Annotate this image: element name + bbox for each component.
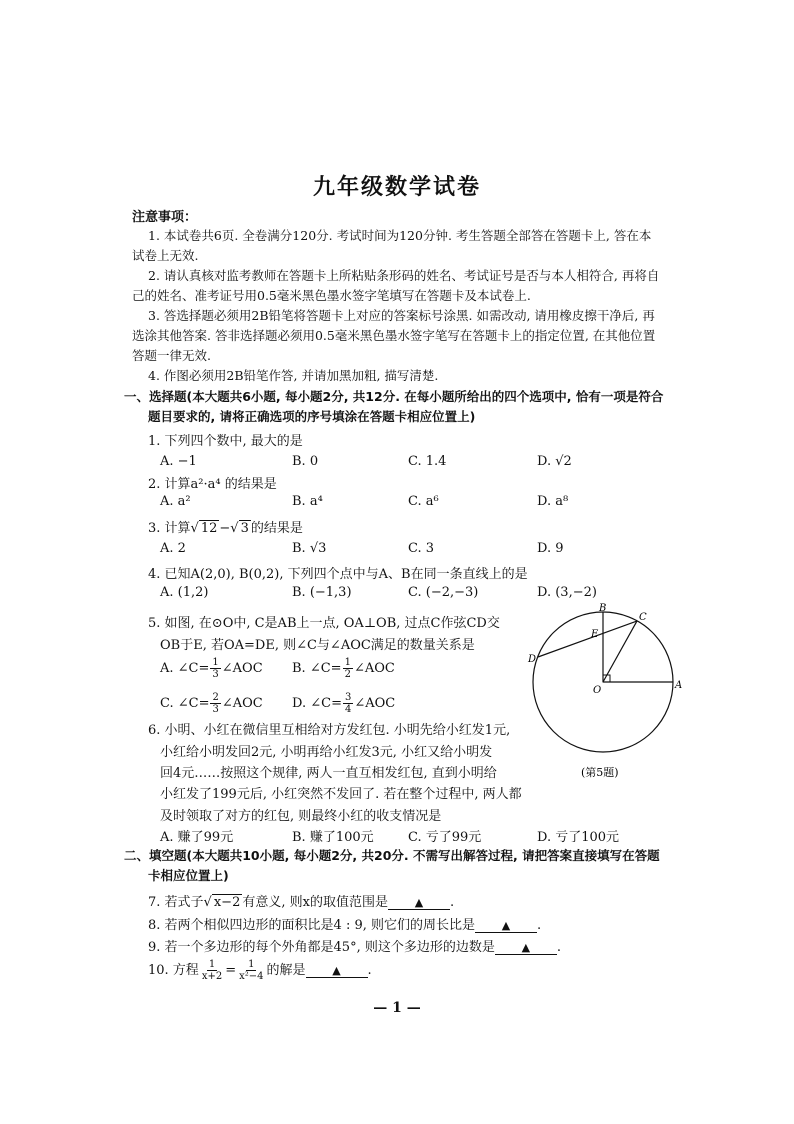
q8 xyxy=(148,914,541,933)
q1-option-b: B. 0 xyxy=(292,454,319,469)
q5-option-a-den: 3 xyxy=(212,669,219,680)
notice-item-3b: 选涂其他答案. 答非选择题必须用0.5毫米黑色墨水签字笔写在答题卡上的指定位置, 在其他位置 xyxy=(132,328,656,343)
q5-option-b xyxy=(292,657,395,680)
q10-pre: 10. 方程 xyxy=(148,963,199,978)
chord-cd xyxy=(538,621,637,657)
q5-option-a-frac xyxy=(210,657,220,680)
q6-option-b: B. 赚了100元 xyxy=(292,830,374,845)
q10-equals: = xyxy=(225,963,237,978)
q8-period: . xyxy=(537,918,542,933)
figure-caption: (第5题) xyxy=(581,766,619,779)
q5-option-a-post: ∠AOC xyxy=(221,661,263,676)
q5-option-a-num: 1 xyxy=(212,657,219,668)
q4-option-d: D. (3,−2) xyxy=(537,585,597,600)
q9-answer-blank: ▲ xyxy=(495,941,557,955)
q5-option-d-den: 4 xyxy=(344,704,352,715)
q7-radicand: x−2 xyxy=(213,895,241,910)
q3-stem-pre: 3. 计算 xyxy=(148,521,191,536)
q10-f2-num: 1 xyxy=(248,959,255,970)
q3-stem: 3. 计算√ 12 −√ 3 的结果是 xyxy=(148,521,303,536)
q4-option-a: A. (1,2) xyxy=(160,585,209,600)
q10-answer-blank: ▲ xyxy=(306,964,368,978)
section2-heading-b: 卡相应位置上) xyxy=(148,868,229,883)
q2-option-a: A. a² xyxy=(160,494,191,509)
q6-option-a: A. 赚了99元 xyxy=(160,830,234,845)
q5-option-b-den: 2 xyxy=(344,669,351,680)
q5-option-a-pre: A. ∠C= xyxy=(160,661,210,676)
q5-option-d xyxy=(292,692,395,715)
q3-option-a: A. 2 xyxy=(160,541,186,556)
q2-option-b: B. a⁴ xyxy=(292,494,323,509)
point-b-label: B xyxy=(599,603,607,614)
q10-f1-den: x+2 xyxy=(201,971,223,982)
q10-f2-den: x²−4 xyxy=(239,971,264,982)
q4-stem: 4. 已知A(2,0), B(0,2), 下列四个点中与A、B在同一条直线上的是 xyxy=(148,567,528,582)
notice-item-2b: 己的姓名、准考证号用0.5毫米黑色墨水签字笔填写在答题卡及本试卷上. xyxy=(132,288,531,303)
point-d-label: D xyxy=(528,654,537,665)
point-a-label: A xyxy=(675,680,683,691)
q3-stem-post: 的结果是 xyxy=(250,521,303,536)
q6-line-5: 及时领取了对方的红包, 则最终小红的收支情况是 xyxy=(160,809,442,824)
q5-option-c-pre: C. ∠C= xyxy=(160,696,210,711)
q10 xyxy=(148,959,372,982)
q2-option-c: C. a⁶ xyxy=(408,494,439,509)
q3-option-d: D. 9 xyxy=(537,541,564,556)
notice-heading: 注意事项： xyxy=(132,210,198,225)
notice-item-2a: 2. 请认真核对监考教师在答题卡上所粘贴条形码的姓名、考试证号是否与本人相符合, 再将自 xyxy=(148,268,660,283)
q10-period: . xyxy=(367,963,372,978)
q1-option-c: C. 1.4 xyxy=(408,454,447,469)
q7-pre: 7. 若式子 xyxy=(148,895,204,910)
q9 xyxy=(148,936,561,955)
q5-option-d-frac xyxy=(343,692,353,715)
q3-option-c: C. 3 xyxy=(408,541,435,556)
q2-option-d: D. a⁸ xyxy=(537,494,569,509)
q5-option-a xyxy=(160,657,263,680)
section2-heading-a: 二、填空题(本大题共10小题, 每小题2分, 共20分. 不需写出解答过程, 请把答案直接填写在答题 xyxy=(124,848,660,863)
q9-period: . xyxy=(556,940,561,955)
q4-option-c: C. (−2,−3) xyxy=(408,585,479,600)
q5-option-d-pre: D. ∠C= xyxy=(292,696,342,711)
page-title: 九年级数学试卷 xyxy=(312,175,481,200)
q5-option-b-post: ∠AOC xyxy=(353,661,395,676)
q10-fraction-2 xyxy=(237,959,265,982)
q6-option-d: D. 亏了100元 xyxy=(537,830,620,845)
q1-option-a: A. −1 xyxy=(160,454,197,469)
q7-post: 有意义, 则x的取值范围是 xyxy=(242,895,388,910)
q5-stem-a: 5. 如图, 在⊙O中, C是AB上一点, OA⊥OB, 过点C作弦CD交 xyxy=(148,616,500,631)
q6-line-3: 回4元……按照这个规律, 两人一直互相发红包, 直到小明给 xyxy=(160,766,497,781)
q3-option-b: B. √3 xyxy=(292,541,327,556)
q5-option-b-num: 1 xyxy=(344,657,351,668)
notice-item-3c: 答题一律无效. xyxy=(132,348,211,363)
q3-minus: − xyxy=(219,521,231,536)
q10-fraction-1 xyxy=(200,959,224,982)
point-o-label: O xyxy=(593,685,602,696)
q4-option-b: B. (−1,3) xyxy=(292,585,352,600)
q5-option-d-num: 3 xyxy=(344,692,352,703)
q10-post: 的解是 xyxy=(266,963,306,978)
page-number: — 1 — xyxy=(373,1000,421,1016)
notice-item-1a: 1. 本试卷共6页. 全卷满分120分. 考试时间为120分钟. 考生答题全部答在答题卡上, 答在本 xyxy=(148,228,652,243)
q10-f1-num: 1 xyxy=(208,959,216,970)
q8-text: 8. 若两个相似四边形的面积比是4 : 9, 则它们的周长比是 xyxy=(148,918,475,933)
q3-sqrt3: 3 xyxy=(240,521,249,536)
q2-stem: 2. 计算a²·a⁴ 的结果是 xyxy=(148,477,277,492)
q5-figure xyxy=(525,600,695,790)
q5-option-b-pre: B. ∠C= xyxy=(292,661,342,676)
section1-heading-b: 题目要求的, 请将正确选项的序号填涂在答题卡相应位置上) xyxy=(148,409,476,424)
q6-line-1: 6. 小明、小红在微信里互相给对方发红包. 小明先给小红发1元, xyxy=(148,723,511,738)
q5-option-c-den: 3 xyxy=(212,704,219,715)
q7-answer-blank: ▲ xyxy=(388,896,450,910)
notice-item-4: 4. 作图必须用2B铅笔作答, 并请加黑加粗, 描写清楚. xyxy=(148,368,439,383)
q1-stem: 1. 下列四个数中, 最大的是 xyxy=(148,434,303,449)
q6-line-4: 小红发了199元后, 小红突然不发回了. 若在整个过程中, 两人都 xyxy=(160,787,522,802)
point-c-label: C xyxy=(639,612,647,623)
point-e-label: E xyxy=(591,629,599,640)
segment-oc xyxy=(603,621,637,682)
notice-item-3a: 3. 答选择题必须用2B铅笔将答题卡上对应的答案标号涂黑. 如需改动, 请用橡皮擦干净后, 再 xyxy=(148,308,655,323)
q5-option-c-num: 2 xyxy=(212,692,219,703)
q8-answer-blank: ▲ xyxy=(475,919,537,933)
q6-line-2: 小红给小明发回2元, 小明再给小红发3元, 小红又给小明发 xyxy=(160,745,493,760)
q6-option-c: C. 亏了99元 xyxy=(408,830,482,845)
q5-stem-b: OB于E, 若OA=DE, 则∠C与∠AOC满足的数量关系是 xyxy=(160,638,475,653)
q3-sqrt12: 12 xyxy=(200,521,218,536)
section1-heading-a: 一、选择题(本大题共6小题, 每小题2分, 共12分. 在每小题所给出的四个选项中, 恰有一项是符合 xyxy=(124,389,664,404)
q5-option-d-post: ∠AOC xyxy=(354,696,396,711)
q7: 7. 若式子√ x−2 有意义, 则x的取值范围是 ▲ . xyxy=(148,895,455,910)
q5-option-c xyxy=(160,692,263,715)
q5-option-c-frac xyxy=(210,692,220,715)
q7-period: . xyxy=(449,895,455,910)
q9-text: 9. 若一个多边形的每个外角都是45°, 则这个多边形的边数是 xyxy=(148,940,495,955)
q5-option-b-frac xyxy=(343,657,353,680)
notice-item-1b: 试卷上无效. xyxy=(132,248,199,263)
q5-option-c-post: ∠AOC xyxy=(221,696,263,711)
q1-option-d: D. √2 xyxy=(537,454,572,469)
